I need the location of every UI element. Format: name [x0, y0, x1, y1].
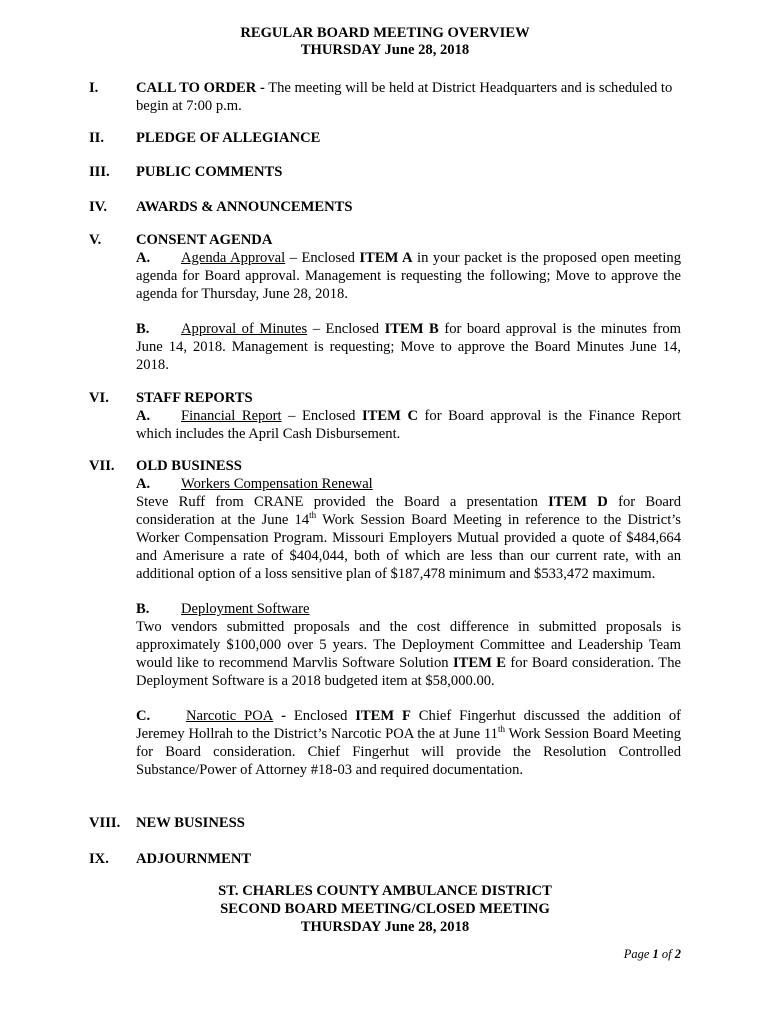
second-meeting-header — [0, 882, 770, 936]
item-dash: - — [273, 708, 287, 724]
header-date: THURSDAY June 28, 2018 — [300, 42, 470, 58]
section-staff-reports — [89, 389, 681, 443]
page-total: 2 — [674, 947, 681, 961]
section-text: The meeting will be held at District Headquarters and is scheduled to begin at 7:00 p.m. — [136, 80, 673, 114]
item-text: in your packet is the proposed open meeting agenda for Board approval. Management is requesting the following; Move to approve the agenda for Thursday, June 28, 2018. — [136, 250, 681, 302]
section-number: III. — [89, 164, 110, 180]
page-current: 1 — [652, 947, 659, 961]
superscript: th — [309, 510, 317, 521]
item-c — [136, 707, 681, 779]
item-text: Work Session Board Meeting for Board consideration. Chief Fingerhut will provide the Resolution Controlled Substance/Power of Attorney #18-03 and required documentation. — [136, 726, 681, 778]
item-text: for Board approval is the Finance Report which includes the April Cash Disbursement. — [136, 408, 681, 442]
page-of: of — [658, 947, 675, 961]
agenda-item-a — [136, 249, 681, 303]
section-heading: PLEDGE OF ALLEGIANCE — [136, 130, 321, 146]
item-text: for board approval is the minutes from June 14, 2018. Management is requesting; Move to approve the Board Minutes June 14, 2018. — [136, 321, 681, 373]
item-title: Deployment Software — [181, 601, 310, 617]
item-title: Approval of Minutes — [181, 321, 308, 337]
item-text: Work Session Board Meeting in reference to the District’s Worker Compensation Program. Missouri Employers Mutual provided a quote of $484,664 and Amerisure a rate of $404,044, both of which are less than our current rate, with an additional option of a loss sensitive plan of $187,478 minimum and $533,472 maximum. — [136, 512, 681, 582]
section-number: IV. — [89, 199, 107, 215]
section-heading: STAFF REPORTS — [136, 390, 253, 406]
section-call-to-order — [89, 79, 681, 115]
section-heading: OLD BUSINESS — [136, 458, 242, 474]
superscript: th — [497, 724, 505, 735]
item-ref: ITEM F — [355, 708, 411, 724]
section-number: II. — [89, 130, 105, 146]
item-a-body — [136, 493, 681, 583]
header-title: REGULAR BOARD MEETING OVERVIEW — [240, 25, 530, 41]
item-ref: ITEM C — [362, 408, 418, 424]
item-title: Agenda Approval — [181, 250, 286, 266]
item-letter: A. — [136, 250, 151, 266]
item-b-title-line — [136, 600, 681, 618]
section-number: VIII. — [89, 815, 121, 831]
item-title: Financial Report — [181, 408, 282, 424]
section-heading: NEW BUSINESS — [136, 815, 245, 831]
item-title: Narcotic POA — [186, 708, 274, 724]
section-number: I. — [89, 80, 99, 96]
item-text: – Enclosed — [307, 321, 385, 337]
section-number: VII. — [89, 458, 115, 474]
item-ref: ITEM B — [384, 321, 439, 337]
item-text: for Board consideration. The Deployment Software is a 2018 budgeted item at $58,000.00. — [136, 655, 681, 689]
agenda-item-b — [136, 320, 681, 374]
section-heading: PUBLIC COMMENTS — [136, 164, 283, 180]
item-title: Workers Compensation Renewal — [181, 476, 373, 492]
section-pledge — [89, 129, 681, 147]
item-text: Enclosed — [286, 708, 356, 724]
section-number: VI. — [89, 390, 109, 406]
item-letter: A. — [136, 476, 151, 492]
item-text: Steve Ruff from CRANE provided the Board a presentation — [136, 494, 549, 510]
item-text: Two vendors submitted proposals and the cost difference in submitted proposals is approximately $100,000 over 5 years. The Deployment Committee and Leadership Team would like to recommend Marvlis Software Solution — [136, 619, 681, 671]
section-public-comments — [89, 163, 681, 181]
item-b-body — [136, 618, 681, 690]
item-letter: C. — [136, 708, 151, 724]
section-number: V. — [89, 232, 102, 248]
section-consent-agenda — [89, 231, 681, 374]
item-text: – Enclosed — [285, 250, 360, 266]
item-ref: ITEM E — [452, 655, 507, 671]
page-number — [624, 947, 681, 962]
meeting-type: SECOND BOARD MEETING/CLOSED MEETING — [220, 901, 550, 917]
page-prefix: Page — [623, 947, 653, 961]
section-heading: CALL TO ORDER - — [136, 80, 265, 96]
section-heading: CONSENT AGENDA — [136, 232, 273, 248]
item-letter: A. — [136, 408, 151, 424]
item-text: Chief Fingerhut discussed the addition of Jeremey Hollrah to the District’s Narcotic POA the at June 11 — [136, 708, 681, 742]
item-text: – Enclosed — [281, 408, 362, 424]
section-heading: AWARDS & ANNOUNCEMENTS — [136, 199, 353, 215]
item-text: for Board consideration at the June 14 — [136, 494, 682, 528]
org-name: ST. CHARLES COUNTY AMBULANCE DISTRICT — [218, 883, 552, 899]
item-ref: ITEM D — [548, 494, 608, 510]
document-header — [0, 25, 770, 59]
item-ref: ITEM A — [359, 250, 413, 266]
section-new-business — [89, 814, 681, 832]
agenda-item-a — [136, 407, 681, 443]
section-adjournment — [89, 850, 681, 868]
section-number: IX. — [89, 851, 109, 867]
meeting-date: THURSDAY June 28, 2018 — [300, 919, 470, 935]
item-letter: B. — [136, 321, 150, 337]
section-awards — [89, 198, 681, 216]
item-a-title-line — [136, 475, 681, 493]
section-heading: ADJOURNMENT — [136, 851, 252, 867]
item-letter: B. — [136, 601, 150, 617]
section-old-business — [89, 457, 681, 779]
